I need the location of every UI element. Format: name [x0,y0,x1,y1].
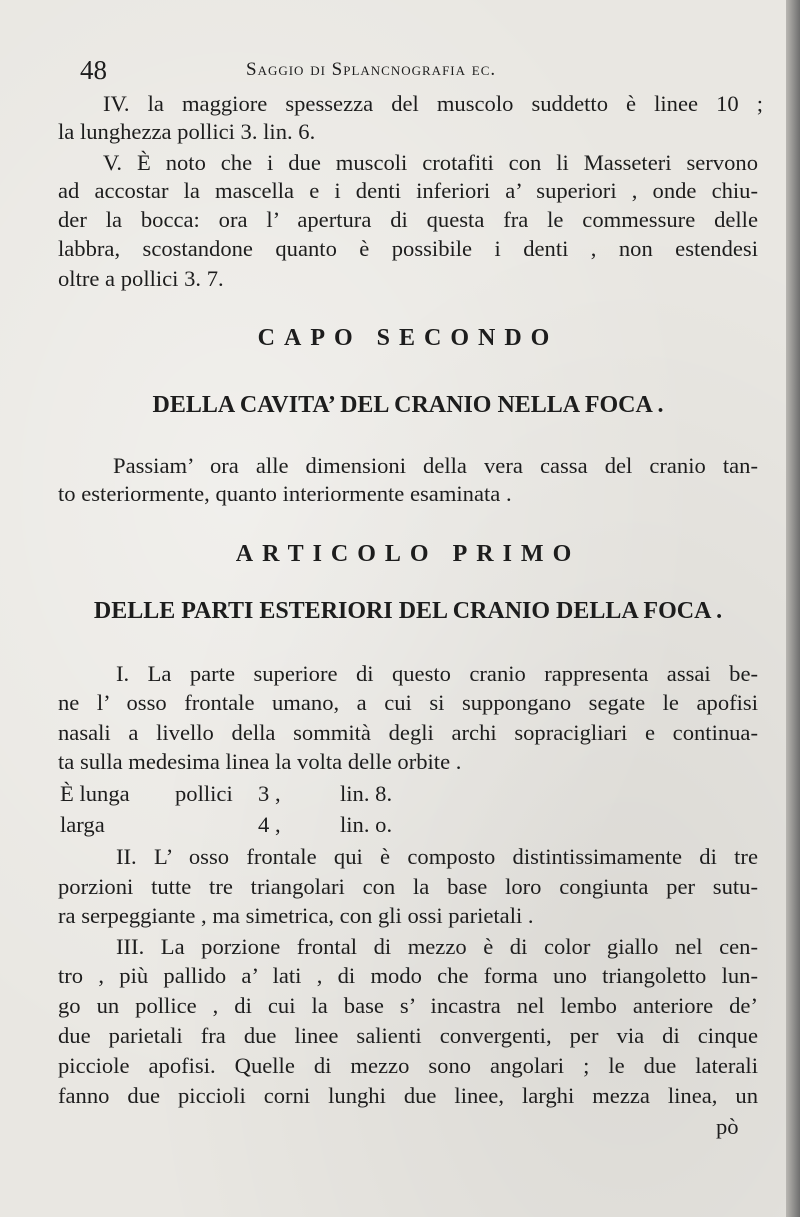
section-heading: DELLE PARTI ESTERIORI DEL CRANIO DELLA FOCA . [93,598,723,624]
text-line: V. È noto che i due muscoli crotafiti con li Masseteri servono [103,150,758,175]
text-line: to esteriormente, quanto interiormente esaminata . [58,481,512,506]
running-title: Saggio di Splancnografia ec. [246,59,497,80]
text-line: ne l’ osso frontale umano, a cui si suppongano segate le apofisi [58,690,758,715]
chapter-heading: CAPO SECONDO [257,325,559,351]
page-header [80,55,770,89]
measure-label: larga [60,812,105,837]
text-line: nasali a livello della sommità degli archi sopracigliari e continua- [58,720,758,745]
text-line: Passiam’ ora alle dimensioni della vera cassa del cranio tan- [113,453,758,478]
text-line: I. La parte superiore di questo cranio rappresenta assai be- [116,661,758,686]
text-line: go un pollice , di cui la base s’ incastra nel lembo anteriore de’ [58,993,758,1018]
text-line: der la bocca: ora l’ apertura di questa fra le commessure delle [58,207,758,232]
text-line: oltre a pollici 3. 7. [58,266,224,291]
measure-num: 4 , [258,812,281,837]
text-line: ad accostar la mascella e i denti inferiori a’ superiori , onde chiu- [58,178,758,203]
measure-num: 3 , [258,781,281,806]
text-line: IV. la maggiore spessezza del muscolo suddetto è linee 10 ; [103,91,763,116]
text-line: picciole apofisi. Quelle di mezzo sono angolari ; le due laterali [58,1053,758,1078]
section-heading: DELLA CAVITA’ DEL CRANIO NELLA FOCA . [152,392,664,418]
catchword: pò [716,1114,739,1139]
text-line: ra serpeggiante , ma simetrica, con gli ossi parietali . [58,903,534,928]
text-line: III. La porzione frontal di mezzo è di color giallo nel cen- [116,934,758,959]
measure-lin: lin. o. [340,812,393,837]
text-line: la lunghezza pollici 3. lin. 6. [58,119,316,144]
measure-label: È lunga [60,781,130,806]
measure-unit: pollici [175,781,233,806]
text-line: due parietali fra due linee salienti convergenti, per via di cinque [58,1023,758,1048]
chapter-heading: ARTICOLO PRIMO [235,541,581,567]
text-line: II. L’ osso frontale qui è composto distintissimamente di tre [116,844,758,869]
measure-lin: lin. 8. [340,781,393,806]
text-line: ta sulla medesima linea la volta delle orbite . [58,749,462,774]
text-line: porzioni tutte tre triangolari con la base loro congiunta per sutu- [58,874,758,899]
page-number: 48 [80,55,107,85]
text-line: tro , più pallido a’ lati , di modo che forma uno triangoletto lun- [58,963,758,988]
text-line: labbra, scostandone quanto è possibile i denti , non estendesi [58,236,758,261]
page-edge [786,0,800,1217]
text-line: fanno due piccioli corni lunghi due linee, larghi mezza linea, un [58,1083,758,1108]
